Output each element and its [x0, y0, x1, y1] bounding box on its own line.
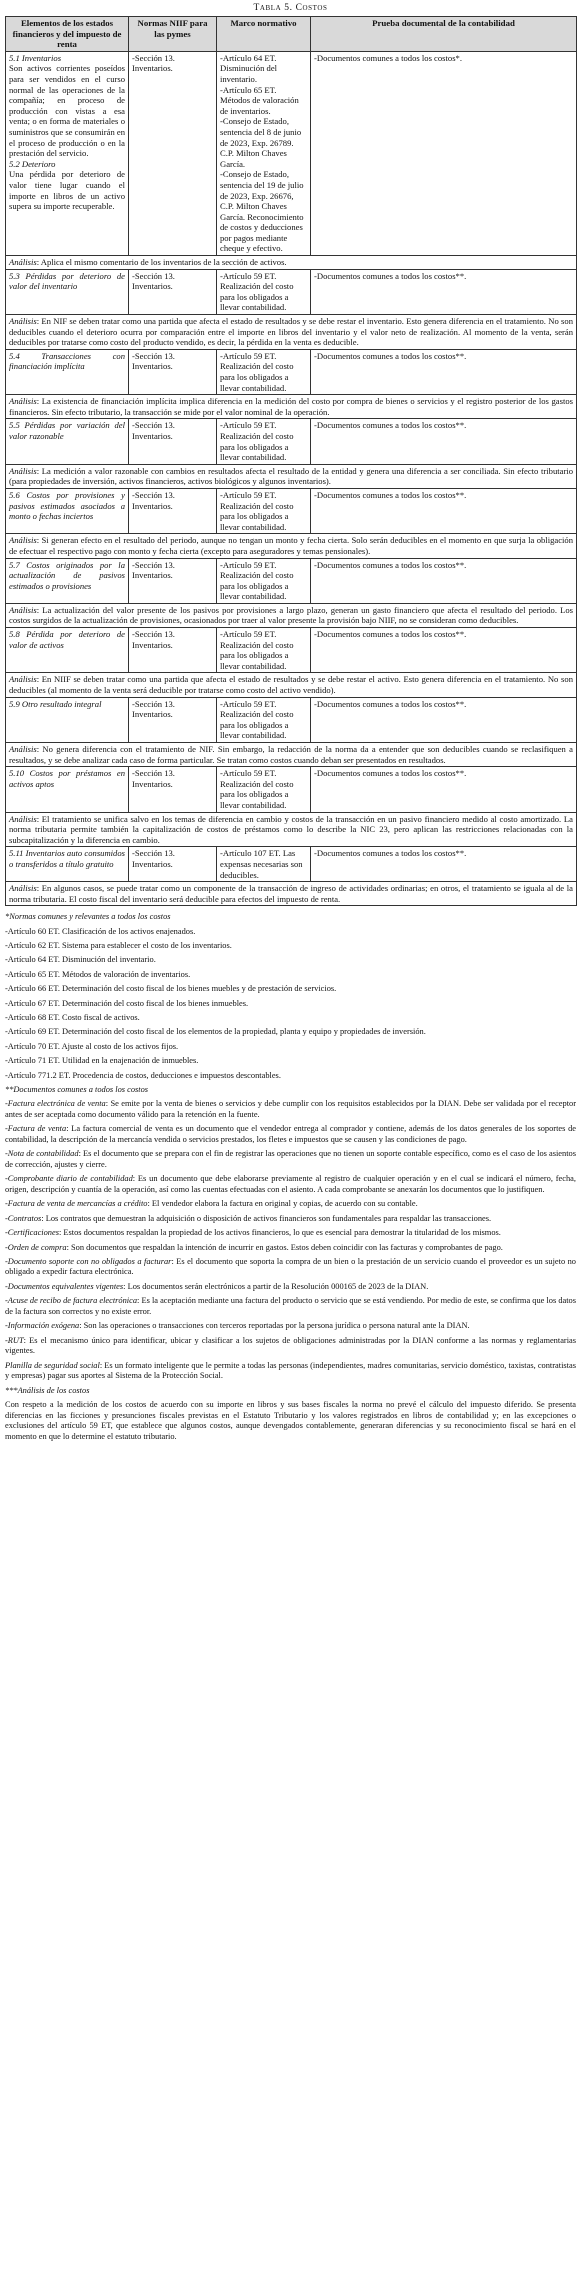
table-row [6, 269, 577, 314]
document-description: : Es el mecanismo único para identificar, ubicar y clasificar a los sujetos de obligaciones administradas por la DIAN conforme a las normas y reglamentarias vigentes. [5, 1335, 576, 1356]
analysis-label: Análisis [9, 257, 37, 268]
element-cell: 5.8 Pérdida por deterioro de valor de activos [6, 628, 129, 673]
analysis-cell [6, 534, 577, 558]
document-term: -Orden de compra [5, 1242, 67, 1252]
table-row [6, 628, 577, 673]
element-cell: 5.4 Transacciones con financiación implícita [6, 349, 129, 394]
analysis-cell [6, 256, 577, 270]
norm-item: -Artículo 62 ET. Sistema para establecer el costo de los inventarios. [5, 941, 232, 951]
document-item [5, 1124, 576, 1145]
document-item [5, 1214, 576, 1225]
evidence-cell: -Documentos comunes a todos los costos**. [311, 419, 577, 464]
header-elements: Elementos de los estados financieros y del impuesto de renta [6, 17, 129, 52]
evidence-cell: -Documentos comunes a todos los costos**. [311, 847, 577, 882]
norm-item: -Artículo 70 ET. Ajuste al costo de los activos fijos. [5, 1041, 179, 1051]
table-header-row [6, 17, 577, 52]
table-row [6, 697, 577, 742]
table-row [6, 51, 577, 255]
analysis-label: Análisis [9, 535, 37, 546]
document-description: : Es un documento que debe elaborarse previamente al registro de cualquier operación y en el cual se indicará el número, fecha, origen, descripción y cuantía de la operación, así como las cuentas efectuadas con el asiento. A cada comprobante se anexarán los documentos que lo justifiquen. [5, 1174, 576, 1194]
element-cell: 5.11 Inventarios auto consumidos o transferidos a título gratuito [6, 847, 129, 882]
analysis-text: : En NIF se deben tratar como una partida que afecta el estado de resultados y se debe restar el inventario. Esto genera diferencia en el tratamiento. No son deducibles cuando el deterioro ocurra por comparación entre el importe en libros del inventario y el valor neto de realización. Al momento de la venta, serán deducibles por tratarse como costo del producto vendido, es decir, la pérdida en la venta es deducible. [9, 316, 573, 348]
norm-item: -Artículo 71 ET. Utilidad en la enajenación de inmuebles. [5, 1056, 199, 1066]
document-term: -Contratos [5, 1213, 42, 1223]
niif-cell: -Sección 13. Inventarios. [129, 628, 217, 673]
document-term: -Nota de contabilidad [5, 1149, 79, 1159]
analysis-label: Análisis [9, 316, 37, 327]
analysis-row [6, 534, 577, 558]
table-row [6, 419, 577, 464]
cost-analysis-text: Con respeto a la medición de los costos de acuerdo con su importe en libros y sus bases fiscales la norma no prevé el cálculo del impuesto diferido. Se presenta diferencias en las ficciones y presunciones fiscales previstas en el Estatuto Tributario y los valores registrados en libros de contabilidad y; en las excepciones o exclusiones del artículo 59 ET, que establece que algunos costos, aunque devengados contablemente, generaran diferencias y su reconocimiento fiscal se hará en el momento en que lo determine el estatuto tributario. [5, 1400, 576, 1441]
document-description: : Se emite por la venta de bienes o servicios y debe cumplir con los requisitos establecidos por la DIAN. Debe ser validada por el receptor antes de ser aceptada como documento válido para la retención en la fuente. [5, 1099, 576, 1119]
framework-cell: -Artículo 59 ET. Realización del costo para los obligados a llevar contabilidad. [217, 558, 311, 603]
analysis-label: Análisis [9, 883, 37, 894]
niif-cell: -Sección 13. Inventarios. [129, 488, 217, 533]
evidence-cell: -Documentos comunes a todos los costos**. [311, 697, 577, 742]
element-title: 5.2 Deterioro [9, 158, 56, 169]
common-norms-list [5, 927, 576, 1082]
document-item [5, 1257, 576, 1278]
framework-cell: -Artículo 59 ET. Realización del costo para los obligados a llevar contabilidad. [217, 697, 311, 742]
document-term: -Certificaciones [5, 1228, 59, 1238]
framework-item: -Artículo 64 ET. Disminución del inventario. [220, 52, 278, 84]
framework-item: -Artículo 65 ET. Métodos de valoración de inventarios. [220, 84, 299, 116]
analysis-text: : La medición a valor razonable con cambios en resultados afecta el resultado de la entidad y genera una diferencia a ser conciliada. Sin efecto tributario (para propiedades de inversión, activos financieros, activos biológicos y algunos inventarios). [9, 465, 573, 487]
analysis-text: : Si generan efecto en el resultado del periodo, aunque no tengan un monto y fecha cierta. Solo serán deducibles en el momento en que surja la obligación de efectuar el respectivo pago con monto y fecha cierta (excepto para aseguradores y temas pensionales). [9, 535, 573, 556]
analysis-cell [6, 812, 577, 847]
analysis-text: : En NIIF se deben tratar como una partida que afecta el estado de resultados y se debe restar el activo. Esto genera diferencia en el tratamiento. No son deducibles (al momento de la venta será deducible por tratarse como costo del activo vendido). [9, 674, 573, 696]
document-item [5, 1199, 576, 1210]
element-cell: 5.3 Pérdidas por deterioro de valor del inventario [6, 269, 129, 314]
document-term: -Factura de venta [5, 1124, 67, 1134]
document-description: : Los contratos que demuestran la adquisición o disposición de activos financieros son fundamentales para respaldar las transacciones. [41, 1213, 492, 1223]
niif-cell: -Sección 13. Inventarios. [129, 269, 217, 314]
analysis-label: Análisis [9, 674, 37, 685]
document-description: : El vendedor elabora la factura en original y copias, de acuerdo con su contable. [147, 1199, 418, 1209]
analysis-row [6, 256, 577, 270]
document-description: : Es el documento que se prepara con el fin de registrar las operaciones que no tienen un soporte contable específico, como es el caso de los asientos de corrección, ajustes y cierre. [5, 1149, 576, 1169]
framework-cell [217, 51, 311, 255]
notes-section [5, 912, 576, 1442]
niif-cell: -Sección 13. Inventarios. [129, 697, 217, 742]
element-cell: 5.10 Costos por préstamos en activos aptos [6, 767, 129, 812]
analysis-cell [6, 315, 577, 350]
analysis-row [6, 743, 577, 767]
analysis-label: Análisis [9, 396, 37, 407]
norm-item: -Artículo 66 ET. Determinación del costo fiscal de los bienes muebles y de prestación de servicios. [5, 984, 337, 994]
analysis-row [6, 882, 577, 906]
framework-item: -Consejo de Estado, sentencia del 19 de julio de 2023, Exp. 26676, C.P. Milton Chaves García. Reconocimiento de costos y deducciones por pagos mediante cheque y efectivo. [220, 169, 304, 254]
niif-cell: -Sección 13. Inventarios. [129, 419, 217, 464]
niif-cell: -Sección 13. Inventarios. [129, 847, 217, 882]
niif-cell: -Sección 13. Inventarios. [129, 558, 217, 603]
niif-cell: -Sección 13. Inventarios. [129, 349, 217, 394]
niif-cell: -Sección 13. Inventarios. [129, 51, 217, 255]
analysis-cell [6, 603, 577, 627]
document-term: -Información exógena [5, 1321, 80, 1331]
document-description: : Es el documento que soporta la compra de un bien o la prestación de un servicio cuando el proveedor es un sujeto no obligado a expedir factura electrónica. [5, 1256, 576, 1277]
document-term: -Documento soporte con no obligados a facturar [5, 1256, 172, 1266]
norm-item: -Artículo 67 ET. Determinación del costo fiscal de los bienes inmuebles. [5, 998, 249, 1008]
document-item [5, 1099, 576, 1120]
analysis-cell [6, 395, 577, 419]
evidence-cell: -Documentos comunes a todos los costos**. [311, 269, 577, 314]
header-framework: Marco normativo [217, 17, 311, 52]
document-term: -Factura electrónica de venta [5, 1099, 106, 1109]
document-description: : Estos documentos respaldan la propiedad de los activos financieros, lo que es esencial para demostrar la titularidad de los mismos. [58, 1228, 501, 1238]
evidence-cell: -Documentos comunes a todos los costos**. [311, 349, 577, 394]
analysis-cell [6, 464, 577, 488]
framework-cell: -Artículo 59 ET. Realización del costo para los obligados a llevar contabilidad. [217, 767, 311, 812]
element-cell [6, 51, 129, 255]
evidence-cell: -Documentos comunes a todos los costos**. [311, 488, 577, 533]
framework-cell: -Artículo 59 ET. Realización del costo para los obligados a llevar contabilidad. [217, 488, 311, 533]
norm-item: -Artículo 60 ET. Clasificación de los activos enajenados. [5, 926, 196, 936]
evidence-cell: -Documentos comunes a todos los costos*. [311, 51, 577, 255]
norm-item: -Artículo 771.2 ET. Procedencia de costos, deducciones e impuestos descontables. [5, 1070, 281, 1080]
notes-heading-cost-analysis: ***Análisis de los costos [5, 1385, 90, 1395]
element-cell: 5.5 Pérdidas por variación del valor razonable [6, 419, 129, 464]
framework-cell: -Artículo 59 ET. Realización del costo para los obligados a llevar contabilidad. [217, 419, 311, 464]
evidence-cell: -Documentos comunes a todos los costos**. [311, 558, 577, 603]
table-row [6, 488, 577, 533]
table-row [6, 767, 577, 812]
element-cell: 5.6 Costos por provisiones y pasivos estimados asociados a monto o fechas inciertos [6, 488, 129, 533]
analysis-label: Análisis [9, 813, 37, 824]
framework-cell: -Artículo 59 ET. Realización del costo para los obligados a llevar contabilidad. [217, 628, 311, 673]
element-title: 5.1 Inventarios [9, 52, 62, 63]
framework-item: -Consejo de Estado, sentencia del 8 de junio de 2023, Exp. 26789. C.P. Milton Chaves García. [220, 116, 302, 169]
common-documents-list [5, 1099, 576, 1381]
evidence-cell: -Documentos comunes a todos los costos**. [311, 628, 577, 673]
costs-table [5, 16, 577, 906]
analysis-cell [6, 743, 577, 767]
framework-cell: -Artículo 59 ET. Realización del costo para los obligados a llevar contabilidad. [217, 269, 311, 314]
analysis-row [6, 395, 577, 419]
analysis-label: Análisis [9, 744, 37, 754]
document-item [5, 1228, 576, 1239]
document-item [5, 1336, 576, 1357]
norm-item: -Artículo 65 ET. Métodos de valoración de inventarios. [5, 969, 191, 979]
document-description: : Son las operaciones o transacciones con terceros reportadas por la persona jurídica o persona natural ante la DIAN. [79, 1321, 470, 1331]
element-description: Son activos corrientes poseídos para ser vendidos en el curso normal de las operaciones de la compañía; en proceso de producción con vistas a esa venta; o en forma de materiales o suministros que se consumirán en el proceso de producción o en la prestación del servicio. [9, 63, 125, 159]
document-term: -Acuse de recibo de factura electrónica [5, 1296, 138, 1306]
document-description: : La factura comercial de venta es un documento que el vendedor entrega al comprador y contiene, además de los datos generales de los soportes de contabilidad, la descripción de la mercancía vendida o servicios prestados, los fletes e impuestos que se causen y las condiciones de pago. [5, 1124, 576, 1144]
document-description: : Son documentos que respaldan la intención de incurrir en gastos. Estos deben coincidir con las facturas y comprobantes de pago. [66, 1242, 503, 1252]
document-description: : Es la aceptación mediante una factura del producto o servicio que se está vendiendo. Por medio de este, se confirma que los datos de la factura son correctos y no existe error. [5, 1296, 577, 1316]
table-row [6, 558, 577, 603]
table-row [6, 349, 577, 394]
document-term: -Documentos equivalentes vigentes [5, 1281, 124, 1291]
framework-cell: -Artículo 59 ET. Realización del costo para los obligados a llevar contabilidad. [217, 349, 311, 394]
document-item [5, 1361, 576, 1382]
analysis-text: : En algunos casos, se puede tratar como un componente de la transacción de ingreso de actividades ordinarias; en otros, el tratamiento se iguala al de la norma tributaria. El costo fiscal del inventario será deducible para efectos del impuesto de renta. [9, 883, 573, 904]
analysis-cell [6, 673, 577, 697]
document-item [5, 1149, 576, 1170]
document-item [5, 1321, 576, 1332]
table-caption: Tabla 5. Costos [253, 3, 328, 13]
document-item [5, 1243, 576, 1254]
analysis-label: Análisis [9, 465, 37, 476]
element-description: Una pérdida por deterioro de valor tiene lugar cuando el importe en libros de un activo supera su importe recuperable. [9, 169, 125, 212]
analysis-cell [6, 882, 577, 906]
element-cell: 5.9 Otro resultado integral [6, 697, 129, 742]
niif-cell: -Sección 13. Inventarios. [129, 767, 217, 812]
analysis-row [6, 315, 577, 350]
analysis-label: Análisis [9, 604, 37, 615]
analysis-row [6, 812, 577, 847]
notes-heading-common-documents: **Documentos comunes a todos los costos [5, 1085, 149, 1094]
notes-heading-common-norms: *Normas comunes y relevantes a todos los costos [5, 912, 171, 922]
table-row [6, 847, 577, 882]
analysis-text: : No genera diferencia con el tratamiento de NIF. Sin embargo, la redacción de la norma da a entender que son deducibles cuando se reclasifiquen a resultados, y se debe analizar cada caso de forma particular. Se tratan como costos cuando deban ser presentados en resultados. [9, 744, 573, 765]
framework-cell: -Artículo 107 ET. Las expensas necesarias son deducibles. [217, 847, 311, 882]
document-description: : Es un formato inteligente que le permite a todas las personas (independientes, madres comunitarias, servicio doméstico, taxistas, contratistas y empresas) pagar sus aportes al Sistema de la Protección Social. [5, 1360, 576, 1381]
header-niif: Normas NIIF para las pymes [129, 17, 217, 52]
norm-item: -Artículo 64 ET. Disminución del inventario. [5, 955, 156, 965]
analysis-row [6, 673, 577, 697]
evidence-cell: -Documentos comunes a todos los costos**. [311, 767, 577, 812]
norm-item: -Artículo 69 ET. Determinación del costo fiscal de los elementos de la propiedad, planta y equipo y propiedades de inversión. [5, 1027, 426, 1037]
analysis-row [6, 464, 577, 488]
element-cell: 5.7 Costos originados por la actualización de pasivos estimados o provisiones [6, 558, 129, 603]
document-item [5, 1296, 576, 1317]
document-term: -Factura de venta de mercancías a crédito [5, 1199, 148, 1209]
page [5, 0, 576, 1442]
document-term: -Comprobante diario de contabilidad [5, 1174, 133, 1184]
analysis-row [6, 603, 577, 627]
analysis-text: : Aplica el mismo comentario de los inventarios de la sección de activos. [36, 257, 287, 268]
norm-item: -Artículo 68 ET. Costo fiscal de activos. [5, 1013, 140, 1023]
document-item [5, 1282, 576, 1293]
document-term: Planilla de seguridad social [5, 1360, 100, 1370]
analysis-text: : La existencia de financiación implícita implica diferencia en la medición del costo por compra de bienes o servicios y el registro posterior de los gastos financieros. Sin efecto tributario, la transacción se mide por el valor nominal de la operación. [9, 396, 573, 417]
analysis-text: : El tratamiento se unifica salvo en los temas de diferencia en cambio y costos de la transacción en un pasivo financiero medido al costo amortizado. La norma tributaria permite también la capitalización de costos de préstamos como lo describe la NIC 23, pero aplican las restricciones relacionadas con la subcapitalización y la diferencia en cambio. [9, 813, 573, 845]
analysis-text: : La actualización del valor presente de los pasivos por provisiones a largo plazo, generan un gasto financiero que afecta el resultado del periodo. Los costos surgidos de la actualización de provisiones, ocasionados por traer al valor presente la provisión bajo NIIF, no se consideran como deducibles. [9, 604, 573, 626]
document-item [5, 1174, 576, 1195]
table-body [6, 51, 577, 906]
document-term: -RUT [5, 1335, 24, 1345]
document-description: : Los documentos serán electrónicos a partir de la Resolución 000165 de 2023 de la DIAN. [123, 1281, 429, 1291]
header-evidence: Prueba documental de la contabilidad [311, 17, 577, 52]
